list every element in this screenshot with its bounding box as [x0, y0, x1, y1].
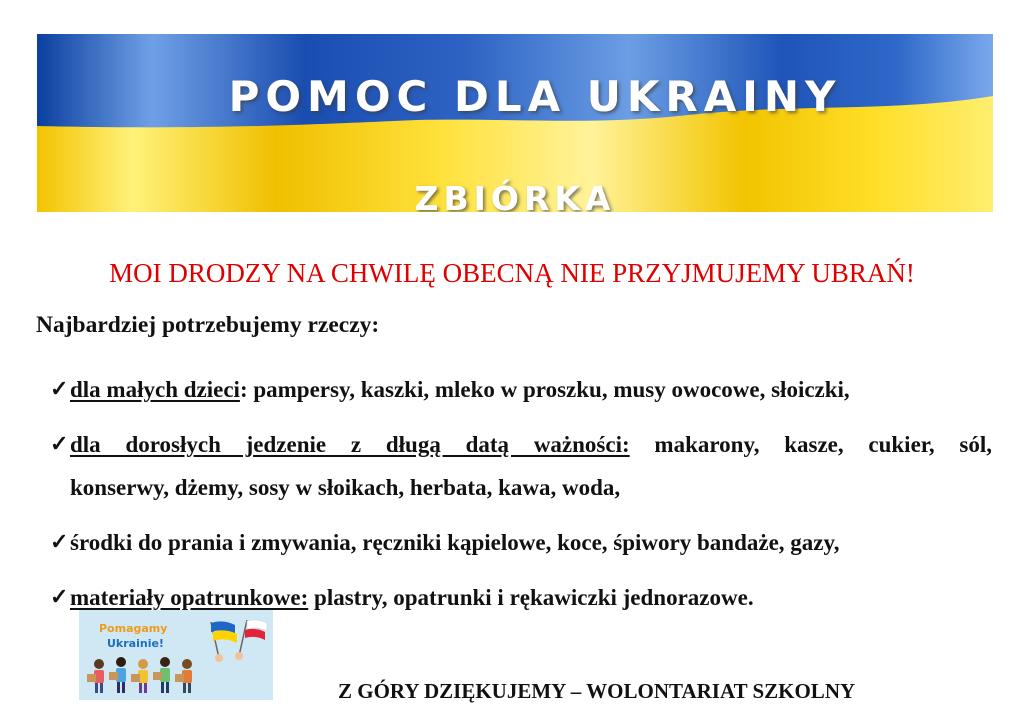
- ukraine-flag-banner: [37, 34, 993, 212]
- list-item: ✓ dla małych dzieci: pampersy, kaszki, mleko w proszku, musy owocowe, słoiczki,: [50, 368, 992, 411]
- checkmark-icon: ✓: [50, 529, 69, 554]
- item-text: makarony, kasze, cukier, sól,: [629, 432, 992, 457]
- item-text-continued: konserwy, dżemy, sosy w słoikach, herbata, kawa, woda,: [70, 475, 621, 500]
- item-category: materiały opatrunkowe:: [70, 585, 309, 610]
- sticker-line-1: Pomagamy: [99, 622, 168, 635]
- item-text: pampersy, kaszki, mleko w proszku, musy owocowe, słoiczki,: [247, 377, 850, 402]
- banner-title: POMOC DLA UKRAINY: [228, 72, 842, 121]
- sticker-line-2: Ukrainie!: [107, 637, 164, 650]
- checkmark-icon: ✓: [50, 376, 69, 401]
- pomagamy-ukrainie-sticker: [79, 610, 273, 700]
- list-item: [50, 521, 992, 564]
- headline-notice: MOI DRODZY NA CHWILĘ OBECNĄ NIE PRZYJMUJEMY UBRAŃ!: [109, 258, 915, 288]
- item-text: środki do prania i zmywania, ręczniki kąpielowe, koce, śpiwory bandaże, gazy,: [70, 530, 840, 555]
- item-category: dla dorosłych jedzenie z długą datą ważności:: [70, 432, 630, 457]
- footer-thanks: Z GÓRY DZIĘKUJEMY – WOLONTARIAT SZKOLNY: [338, 679, 856, 703]
- item-category: dla małych dzieci: [70, 377, 240, 402]
- list-heading: Najbardziej potrzebujemy rzeczy:: [36, 312, 380, 338]
- children-with-flags-illustration: [79, 610, 273, 700]
- checkmark-icon: ✓: [50, 431, 69, 456]
- checkmark-icon: ✓: [50, 584, 69, 609]
- banner-subtitle: ZBIÓRKA: [414, 179, 616, 212]
- item-text: plastry, opatrunki i rękawiczki jednorazowe.: [308, 585, 754, 610]
- list-item: [50, 423, 992, 509]
- needed-items-list: [50, 368, 992, 631]
